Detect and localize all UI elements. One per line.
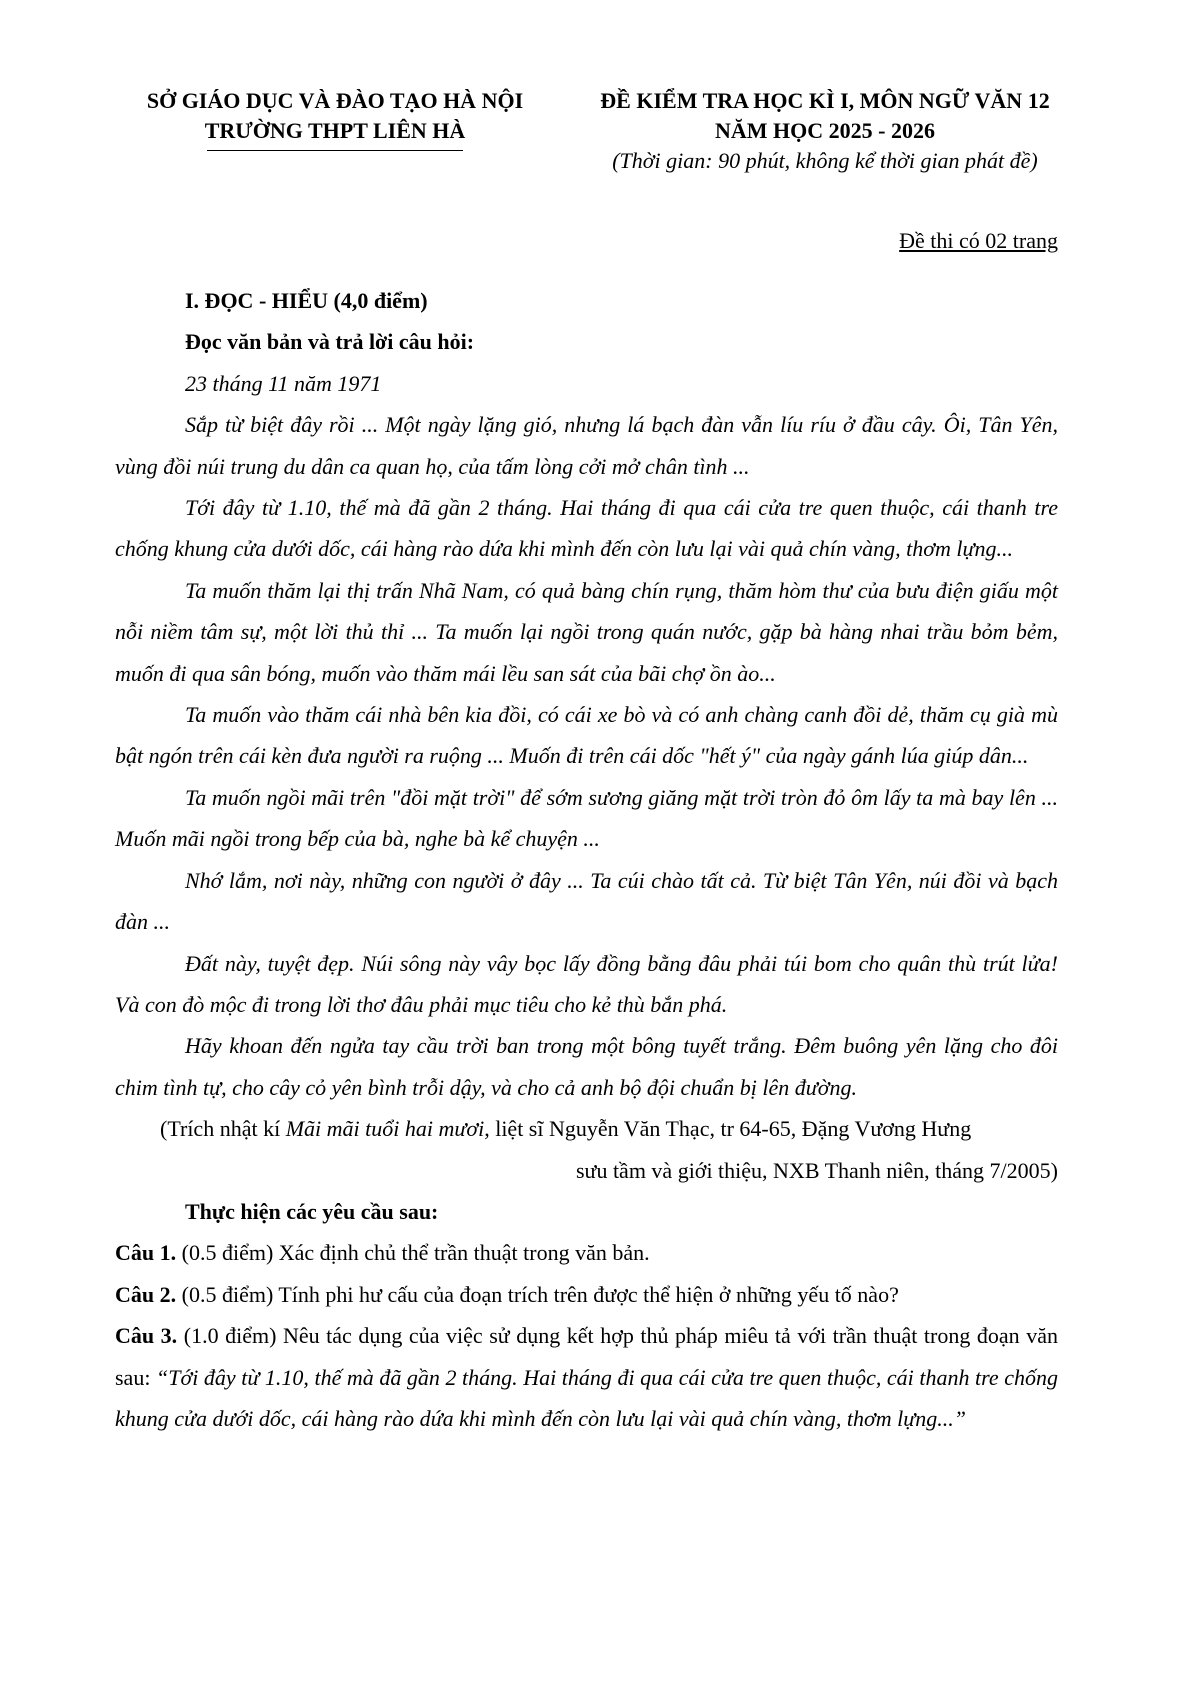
question-text: (0.5 điểm) Tính phi hư cấu của đoạn trích trên được thể hiện ở những yếu tố nào? — [176, 1281, 899, 1307]
exam-header — [560, 86, 1090, 176]
school-name: TRƯỜNG THPT LIÊN HÀ — [204, 118, 466, 143]
question-label: Câu 1. — [115, 1240, 177, 1266]
passage-paragraph: Sắp từ biệt đây rồi ... Một ngày lặng gió, nhưng lá bạch đàn vẫn líu ríu ở đầu cây. Ôi, Tân Yên, vùng đồi núi trung du dân ca quan họ, của tấm lòng cởi mở chân tình ... — [115, 412, 1058, 479]
question-2 — [115, 1274, 1058, 1315]
passage-paragraph: Tới đây từ 1.10, thế mà đã gần 2 tháng. Hai tháng đi qua cái cửa tre quen thuộc, cái thanh tre chống khung cửa dưới dốc, cái hàng rào dứa khi mình đến còn lưu lại vài quả chín vàng, thơm lựng... — [115, 495, 1058, 562]
question-text: (1.0 điểm) Nêu tác dụng của việc sử dụng kết hợp thủ pháp miêu tả với trần thuật trong đoạn văn sau: — [115, 1323, 1058, 1390]
passage-date: 23 tháng 11 năm 1971 — [185, 370, 382, 396]
page-count-note: Đề thi có 02 trang — [899, 228, 1058, 253]
header-underline — [207, 150, 463, 151]
section-heading: I. ĐỌC - HIỂU (4,0 điểm) — [185, 288, 428, 313]
section-instruction: Đọc văn bản và trả lời câu hỏi: — [185, 329, 475, 355]
question-1 — [115, 1232, 1058, 1273]
school-header — [110, 86, 560, 151]
citation-book-title: Mãi mãi tuổi hai mươi — [285, 1116, 485, 1142]
exam-body — [115, 280, 1058, 1439]
citation-source: sưu tầm và giới thiệu, NXB Thanh niên, tháng 7/2005) — [575, 1157, 1058, 1183]
question-3 — [115, 1315, 1058, 1439]
passage-paragraph: Hãy khoan đến ngửa tay cầu trời ban trong một bông tuyết trắng. Đêm buông yên lặng cho đôi chim tình tự, cho cây cỏ yên bình trỗi dậy, và cho cả anh bộ đội chuẩn bị lên đường. — [115, 1033, 1058, 1100]
question-text: (0.5 điểm) Xác định chủ thể trần thuật trong văn bản. — [176, 1240, 650, 1266]
department-name: SỞ GIÁO DỤC VÀ ĐÀO TẠO HÀ NỘI — [146, 88, 524, 113]
exam-title: ĐỀ KIỂM TRA HỌC KÌ I, MÔN NGỮ VĂN 12 — [600, 88, 1050, 113]
question-label: Câu 2. — [115, 1281, 177, 1307]
exam-duration: (Thời gian: 90 phút, không kể thời gian phát đề) — [612, 148, 1038, 173]
passage-paragraph: Ta muốn ngồi mãi trên "đồi mặt trời" để sớm sương giăng mặt trời tròn đỏ ôm lấy ta mà bay lên ... Muốn mãi ngồi trong bếp của bà, nghe bà kể chuyện ... — [115, 784, 1058, 852]
school-year: NĂM HỌC 2025 - 2026 — [715, 118, 935, 143]
citation — [115, 1108, 1058, 1149]
tasks-heading: Thực hiện các yêu cầu sau: — [185, 1198, 439, 1224]
passage-paragraph: Ta muốn thăm lại thị trấn Nhã Nam, có quả bàng chín rụng, thăm hòm thư của bưu điện giấu một nỗi niềm tâm sự, một lời thủ thỉ ... Ta muốn lại ngồi trong quán nước, gặp bà hàng nhai trầu bỏm bẻm, muốn đi qua sân bóng, muốn vào thăm mái lều san sát của bãi chợ ồn ào... — [115, 577, 1058, 686]
citation-prefix: (Trích nhật kí — [160, 1116, 286, 1142]
passage-paragraph: Ta muốn vào thăm cái nhà bên kia đồi, có cái xe bò và có anh chàng canh đồi dẻ, thăm cụ già mù bật ngón trên cái kèn đưa người ra ruộng ... Muốn đi trên cái dốc "hết ý" của ngày gánh lúa giúp dân... — [115, 702, 1058, 769]
citation-author: , liệt sĩ Nguyễn Văn Thạc, tr 64-65, Đặng Vương Hưng — [484, 1116, 972, 1142]
question-label: Câu 3. — [115, 1323, 178, 1349]
passage-paragraph: Nhớ lắm, nơi này, những con người ở đây ... Ta cúi chào tất cả. Từ biệt Tân Yên, núi đồi và bạch đàn ... — [115, 867, 1058, 935]
passage-paragraph: Đất này, tuyệt đẹp. Núi sông này vây bọc lấy đồng bằng đâu phải túi bom cho quân thù trút lửa! Và con đò mộc đi trong lời thơ đâu phải mục tiêu cho kẻ thù bắn phá. — [115, 950, 1058, 1017]
question-quote: “Tới đây từ 1.10, thế mà đã gần 2 tháng. Hai tháng đi qua cái cửa tre quen thuộc, cái thanh tre chống khung cửa dưới dốc, cái hàng rào dứa khi mình đến còn lưu lại vài quả chín vàng, thơm lựng...” — [115, 1364, 1058, 1431]
